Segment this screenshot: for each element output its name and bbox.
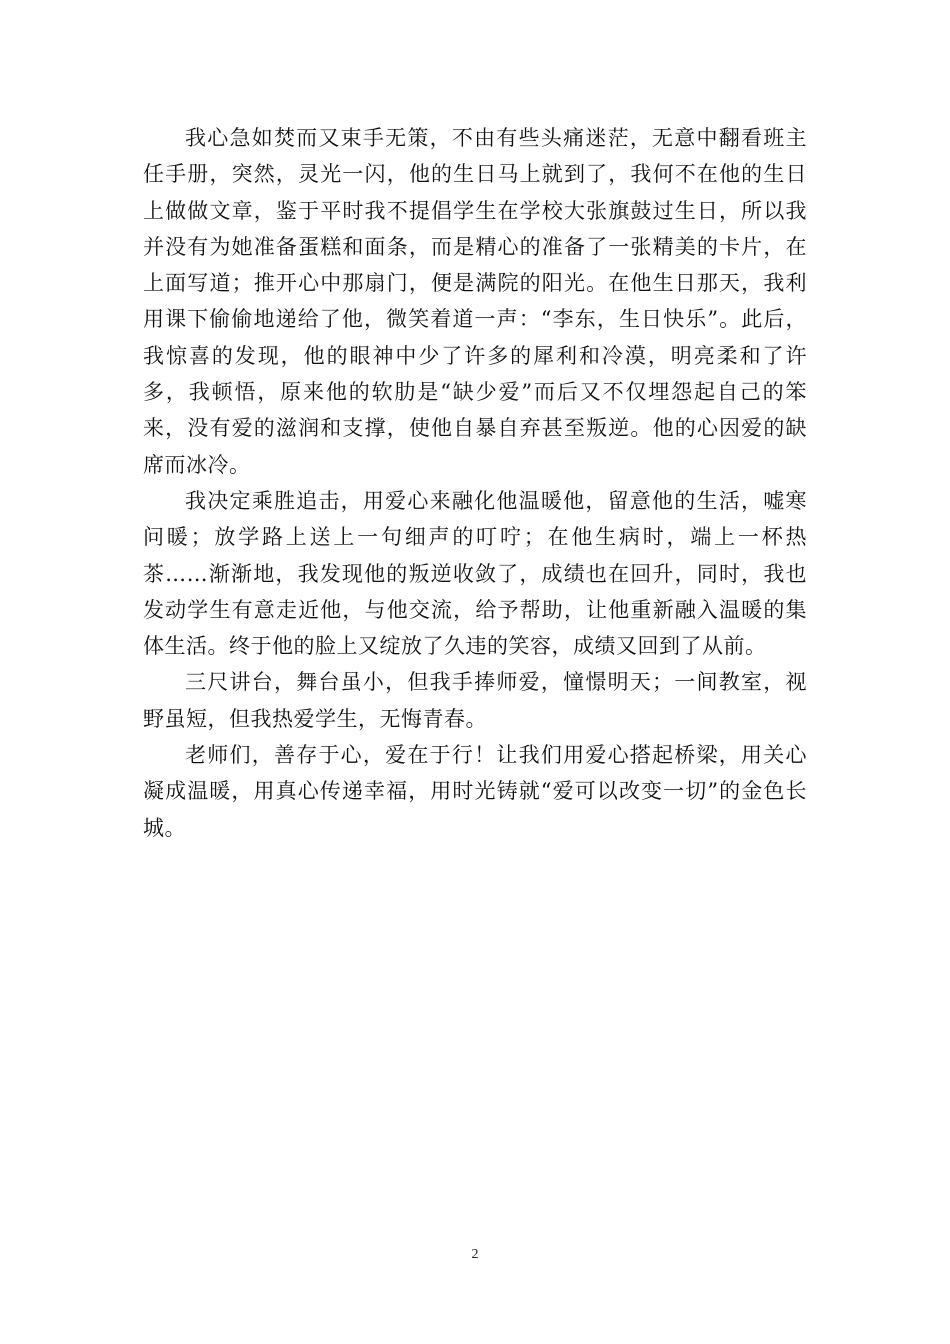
paragraph-3: 三尺讲台，舞台虽小，但我手捧师爱，憧憬明天；一间教室，视野虽短，但我热爱学生，无悔青春。 <box>143 670 807 731</box>
paragraph-4: 老师们，善存于心，爱在于行！让我们用爱心搭起桥梁，用关心凝成温暖，用真心传递幸福，用时光铸就“爱可以改变一切”的金色长城。 <box>143 743 807 840</box>
body-text <box>143 120 807 846</box>
page-number: 2 <box>471 1247 479 1262</box>
paragraph-1: 我心急如焚而又束手无策，不由有些头痛迷茫，无意中翻看班主任手册，突然，灵光一闪，他的生日马上就到了，我何不在他的生日上做做文章，鉴于平时我不提倡学生在学校大张旗鼓过生日，所以我并没有为她准备蛋糕和面条，而是精心的准备了一张精美的卡片，在上面写道；推开心中那扇门，便是满院的阳光。在他生日那天，我利用课下偷偷地递给了他，微笑着道一声：“李东，生日快乐”。此后，我惊喜的发现，他的眼神中少了许多的犀利和冷漠，明亮柔和了许多，我顿悟，原来他的软肋是“缺少爱”而后又不仅埋怨起自己的笨来，没有爱的滋润和支撑，使他自暴自弃甚至叛逆。他的心因爱的缺席而冰冷。 <box>143 126 807 477</box>
paragraph-2: 我决定乘胜追击，用爱心来融化他温暖他，留意他的生活，嘘寒问暖；放学路上送上一句细声的叮咛；在他生病时，端上一杯热茶……渐渐地，我发现他的叛逆收敛了，成绩也在回升，同时，我也发动学生有意走近他，与他交流，给予帮助，让他重新融入温暖的集体生活。终于他的脸上又绽放了久违的笑容，成绩又回到了从前。 <box>143 488 807 659</box>
